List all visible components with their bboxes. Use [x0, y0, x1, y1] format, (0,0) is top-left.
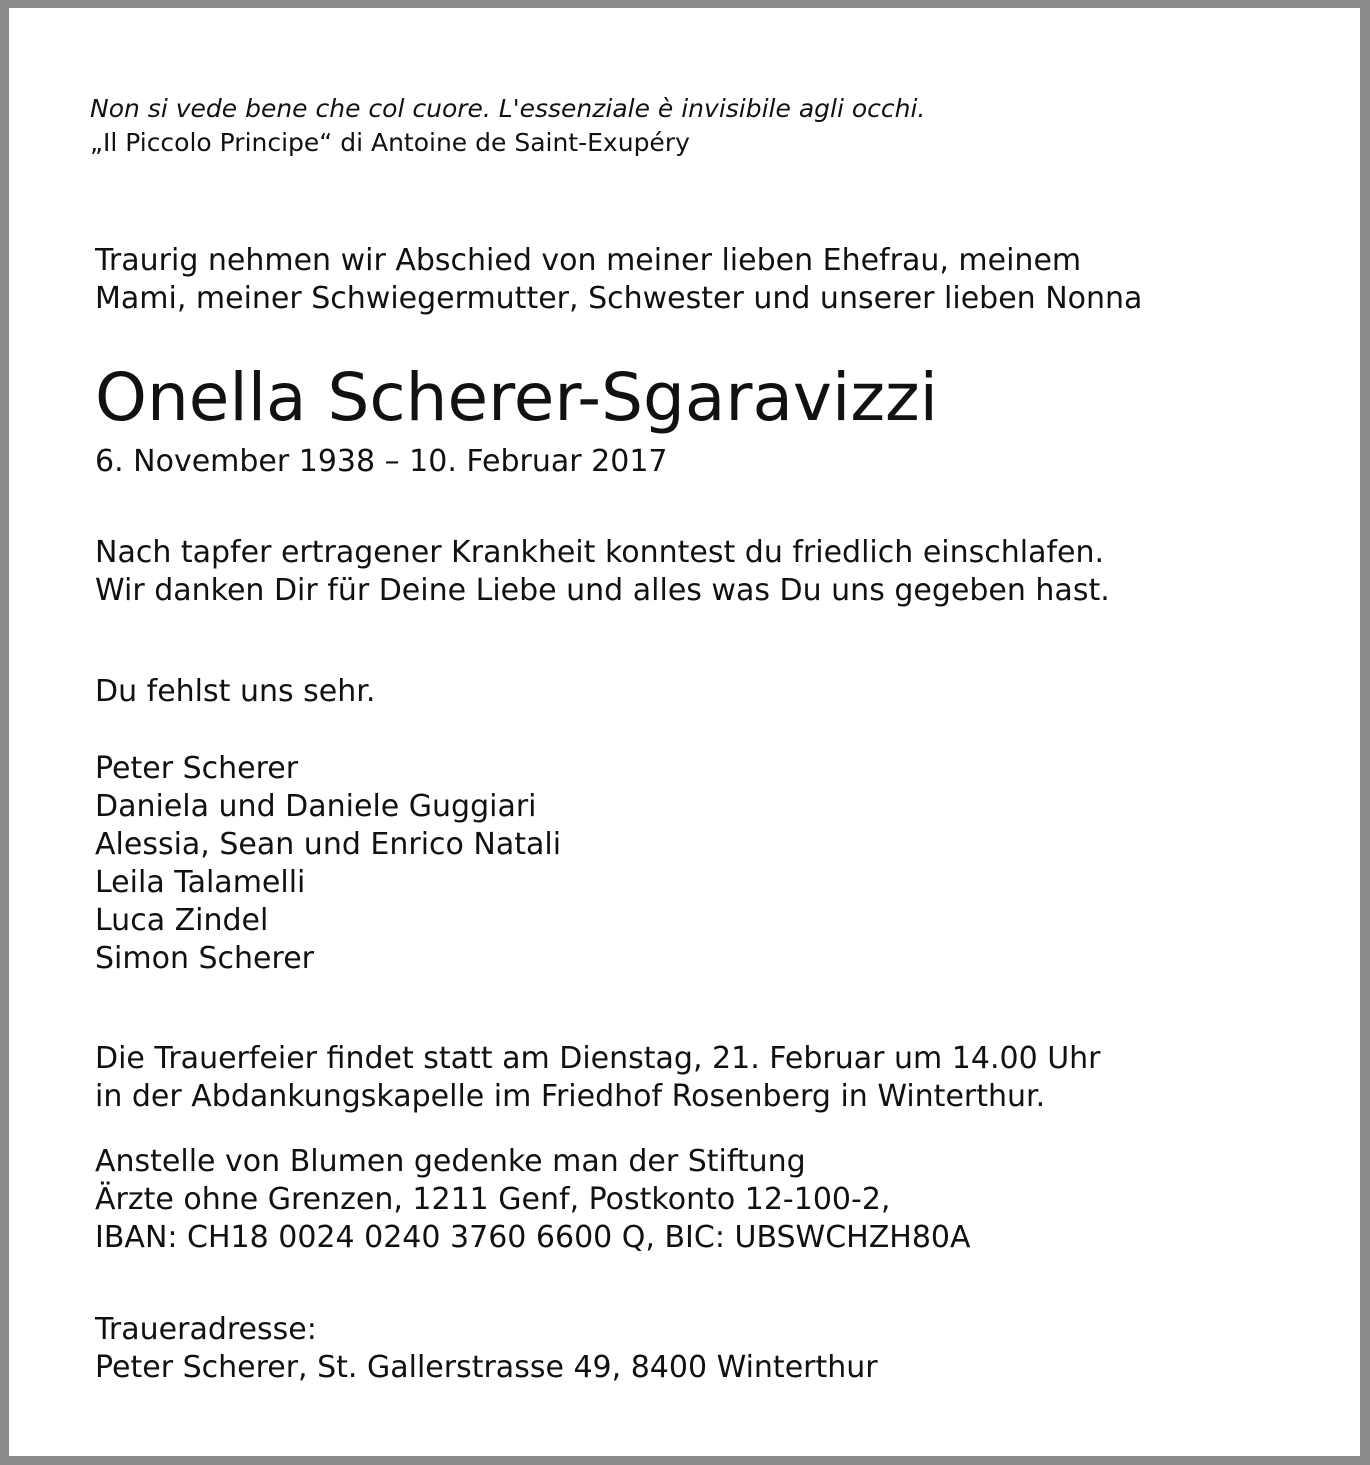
closing-text: Du fehlst uns sehr.: [95, 674, 376, 709]
ceremony-line: in der Abdankungskapelle im Friedhof Rosenberg in Winterthur.: [95, 1079, 1046, 1114]
mourner-name: Leila Talamelli: [95, 865, 306, 900]
ceremony-line: Die Trauerfeier findet statt am Dienstag, 21. Februar um 14.00 Uhr: [95, 1041, 1101, 1076]
obituary-page: [9, 8, 1360, 1456]
life-dates: 6. November 1938 – 10. Februar 2017: [95, 444, 668, 479]
mourner-name: Luca Zindel: [95, 903, 269, 938]
intro-text: [95, 242, 1142, 318]
quote-block: [90, 92, 925, 160]
donation-line: IBAN: CH18 0024 0240 3760 6600 Q, BIC: UBSWCHZH80A: [95, 1220, 971, 1255]
mourners-list: [95, 750, 561, 978]
ceremony-text: [95, 1040, 1101, 1116]
mourner-name: Simon Scherer: [95, 941, 314, 976]
quote-text: Non si vede bene che col cuore. L'essenziale è invisibile agli occhi.: [90, 94, 926, 123]
mourner-name: Daniela und Daniele Guggiari: [95, 789, 537, 824]
intro-line: Mami, meiner Schwiegermutter, Schwester und unserer lieben Nonna: [95, 281, 1143, 316]
address-label: Traueradresse:: [95, 1312, 317, 1347]
mourner-name: Alessia, Sean und Enrico Natali: [95, 827, 562, 862]
address-line: Peter Scherer, St. Gallerstrasse 49, 8400 Winterthur: [95, 1350, 878, 1385]
message-line: Nach tapfer ertragener Krankheit konntest du friedlich einschlafen.: [95, 535, 1105, 570]
mourning-address: [95, 1311, 878, 1387]
intro-line: Traurig nehmen wir Abschied von meiner lieben Ehefrau, meinem: [95, 243, 1082, 278]
donation-line: Ärzte ohne Grenzen, 1211 Genf, Postkonto 12-100-2,: [95, 1182, 891, 1217]
donation-line: Anstelle von Blumen gedenke man der Stiftung: [95, 1144, 806, 1179]
donation-text: [95, 1143, 971, 1257]
message-line: Wir danken Dir für Deine Liebe und alles was Du uns gegeben hast.: [95, 573, 1110, 608]
deceased-name: Onella Scherer-Sgaravizzi: [95, 359, 938, 436]
message-text: [95, 534, 1110, 610]
mourner-name: Peter Scherer: [95, 751, 299, 786]
quote-source: „Il Piccolo Principe“ di Antoine de Saint-Exupéry: [90, 128, 690, 157]
